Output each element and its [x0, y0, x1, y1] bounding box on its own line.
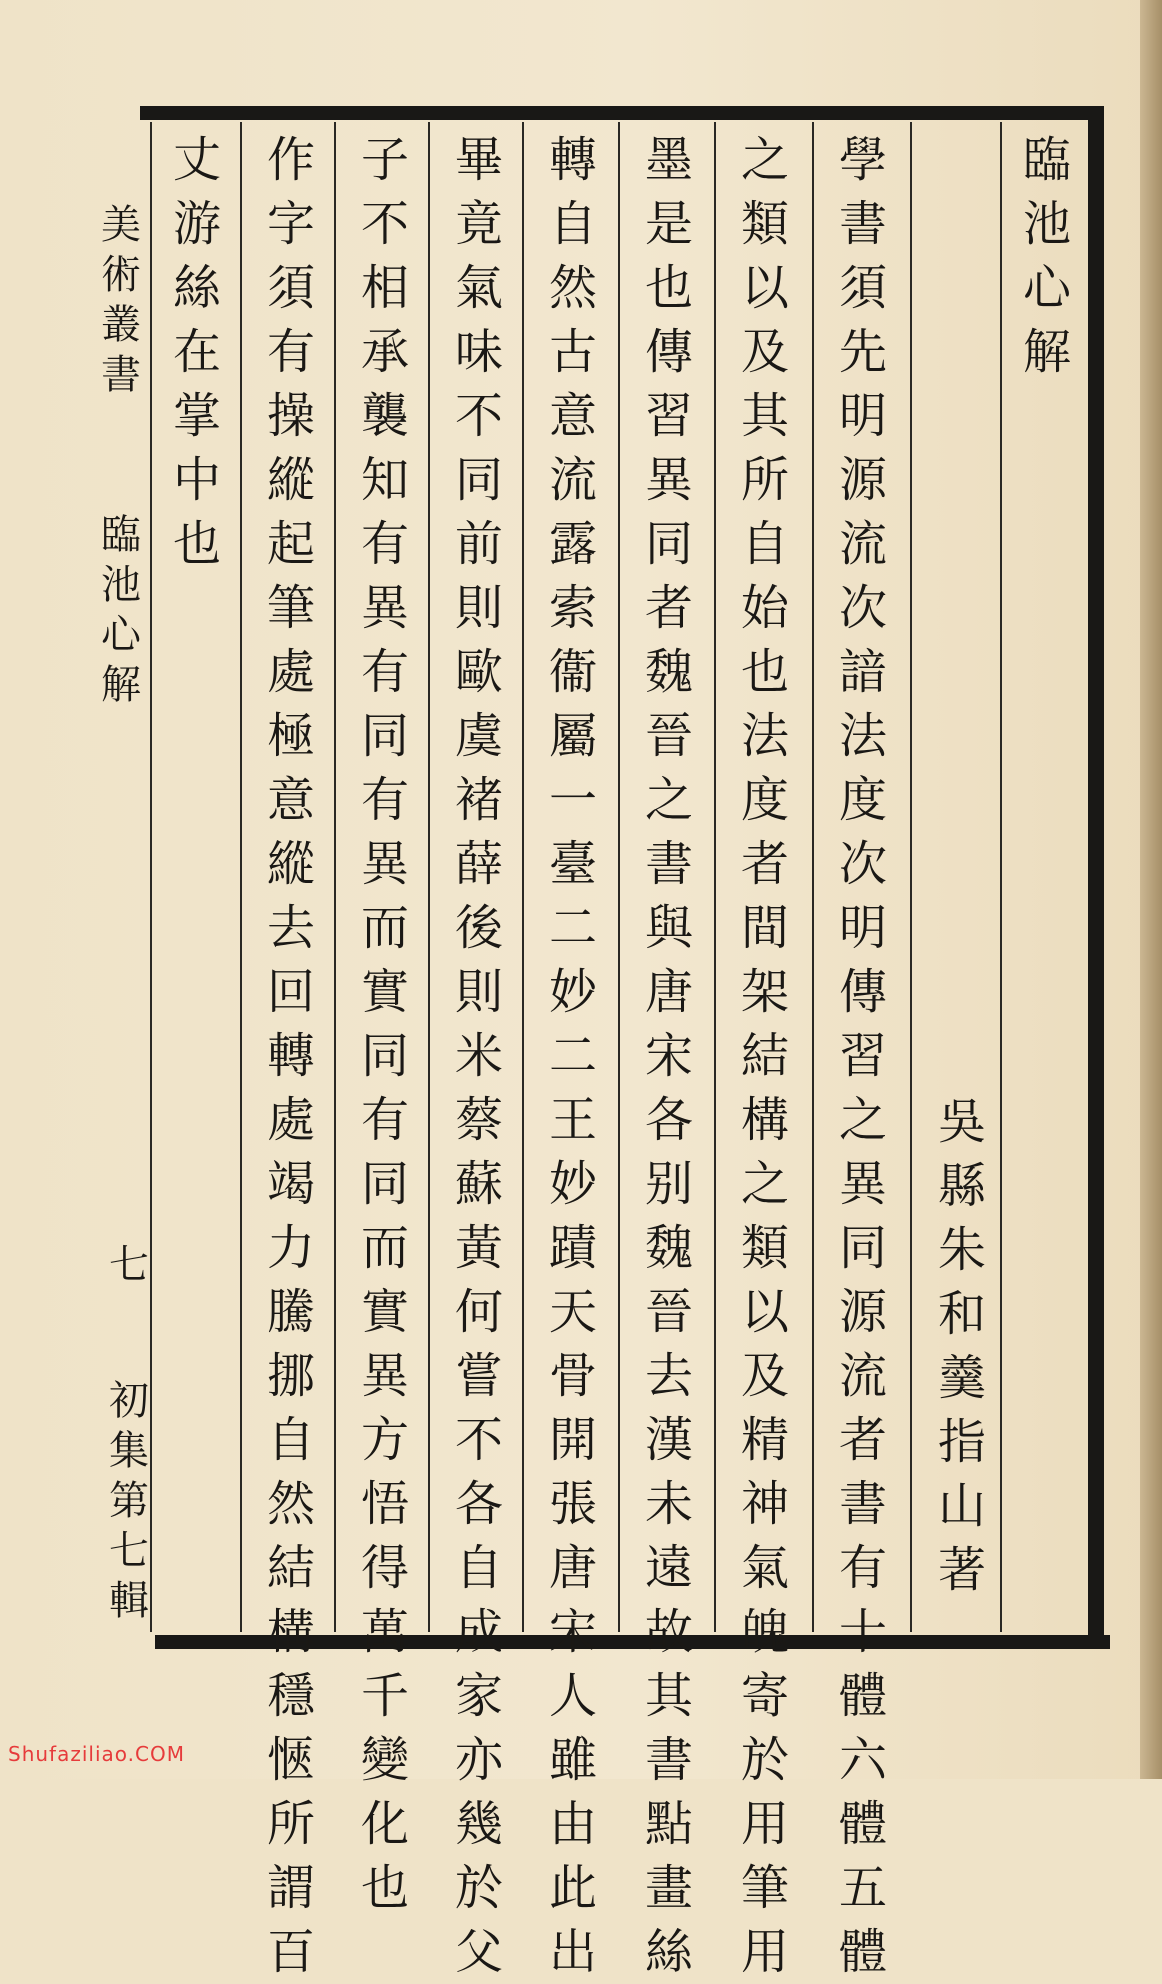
- glyph: 妙: [548, 1156, 597, 1212]
- glyph: 臨: [1022, 132, 1071, 188]
- body-text-column: [442, 128, 516, 1984]
- glyph: 用: [740, 1924, 789, 1980]
- glyph: 故: [644, 1604, 693, 1660]
- glyph: 有: [266, 324, 315, 380]
- glyph: 各: [454, 1476, 503, 1532]
- glyph: 各: [644, 1092, 693, 1148]
- glyph: 有: [838, 1540, 887, 1596]
- glyph: 轉: [266, 1028, 315, 1084]
- glyph: 回: [266, 964, 315, 1020]
- column-rule: [1000, 122, 1002, 1632]
- glyph: 筆: [740, 1860, 789, 1916]
- glyph: 用: [740, 1796, 789, 1852]
- glyph: 心: [1022, 260, 1071, 316]
- glyph: 意: [548, 388, 597, 444]
- glyph: 結: [740, 1028, 789, 1084]
- glyph: 二: [548, 1028, 597, 1084]
- glyph: 骨: [548, 1348, 597, 1404]
- glyph: 起: [266, 516, 315, 572]
- glyph: 須: [266, 260, 315, 316]
- body-text-column: [254, 128, 328, 1984]
- body-text-column: [728, 128, 802, 1984]
- glyph: 叢: [101, 302, 141, 348]
- glyph: 古: [548, 324, 597, 380]
- glyph: 及: [740, 324, 789, 380]
- glyph: 然: [266, 1476, 315, 1532]
- glyph: 精: [740, 1412, 789, 1468]
- glyph: 著: [937, 1542, 986, 1598]
- glyph: 然: [548, 260, 597, 316]
- glyph: 七: [109, 1242, 149, 1288]
- frame-right-border: [1088, 106, 1104, 1649]
- glyph: 縱: [266, 836, 315, 892]
- frame-top-border: [140, 106, 1102, 120]
- glyph: 輯: [109, 1578, 149, 1624]
- glyph: 所: [740, 452, 789, 508]
- glyph: 竟: [454, 196, 503, 252]
- glyph: 王: [548, 1092, 597, 1148]
- glyph: 二: [548, 900, 597, 956]
- glyph: 之: [838, 1092, 887, 1148]
- body-text-column: [536, 128, 610, 1984]
- glyph: 有: [360, 1092, 409, 1148]
- glyph: 於: [454, 1860, 503, 1916]
- glyph: 縣: [937, 1158, 986, 1214]
- glyph: 心: [101, 612, 141, 658]
- glyph: 源: [838, 1284, 887, 1340]
- glyph: 畢: [454, 132, 503, 188]
- glyph: 則: [454, 964, 503, 1020]
- margin-series-title: [96, 200, 146, 400]
- glyph: 次: [838, 580, 887, 636]
- glyph: 度: [838, 772, 887, 828]
- glyph: 墨: [644, 132, 693, 188]
- glyph: 構: [740, 1092, 789, 1148]
- glyph: 而: [360, 900, 409, 956]
- glyph: 挪: [266, 1348, 315, 1404]
- glyph: 相: [360, 260, 409, 316]
- glyph: 處: [266, 644, 315, 700]
- glyph: 自: [266, 1412, 315, 1468]
- glyph: 及: [740, 1348, 789, 1404]
- glyph: 穩: [266, 1668, 315, 1724]
- glyph: 異: [360, 1348, 409, 1404]
- glyph: 得: [360, 1540, 409, 1596]
- glyph: 不: [454, 388, 503, 444]
- glyph: 知: [360, 452, 409, 508]
- glyph: 異: [644, 452, 693, 508]
- glyph: 體: [838, 1796, 887, 1852]
- glyph: 不: [360, 196, 409, 252]
- glyph: 遠: [644, 1540, 693, 1596]
- glyph: 縱: [266, 452, 315, 508]
- glyph: 丈: [172, 132, 221, 188]
- glyph: 張: [548, 1476, 597, 1532]
- glyph: 以: [740, 1284, 789, 1340]
- glyph: 魄: [740, 1604, 789, 1660]
- body-text-column: [348, 128, 422, 1920]
- column-rule: [812, 122, 814, 1632]
- glyph: 此: [548, 1860, 597, 1916]
- glyph: 力: [266, 1220, 315, 1276]
- glyph: 須: [838, 260, 887, 316]
- glyph: 筆: [266, 580, 315, 636]
- glyph: 諳: [838, 644, 887, 700]
- glyph: 晉: [644, 708, 693, 764]
- glyph: 宋: [548, 1604, 597, 1660]
- glyph: 轉: [548, 132, 597, 188]
- glyph: 家: [454, 1668, 503, 1724]
- glyph: 魏: [644, 1220, 693, 1276]
- glyph: 騰: [266, 1284, 315, 1340]
- glyph: 源: [838, 452, 887, 508]
- glyph: 羹: [937, 1350, 986, 1406]
- glyph: 出: [548, 1924, 597, 1980]
- glyph: 一: [548, 772, 597, 828]
- glyph: 千: [360, 1668, 409, 1724]
- glyph: 同: [454, 452, 503, 508]
- glyph: 第: [109, 1478, 149, 1524]
- glyph: 則: [454, 580, 503, 636]
- glyph: 朱: [937, 1222, 986, 1278]
- glyph: 書: [838, 196, 887, 252]
- glyph: 池: [1022, 196, 1071, 252]
- glyph: 襲: [360, 388, 409, 444]
- margin-section-title: [96, 510, 146, 710]
- body-text-column: [826, 128, 900, 1984]
- glyph: 索: [548, 580, 597, 636]
- glyph: 中: [172, 452, 221, 508]
- column-rule: [428, 122, 430, 1632]
- glyph: 處: [266, 1092, 315, 1148]
- page-number: [104, 1240, 154, 1290]
- glyph: 黃: [454, 1220, 503, 1276]
- glyph: 同: [360, 708, 409, 764]
- glyph: 者: [644, 580, 693, 636]
- glyph: 體: [838, 1924, 887, 1980]
- glyph: 和: [937, 1286, 986, 1342]
- glyph: 也: [740, 644, 789, 700]
- glyph: 者: [838, 1412, 887, 1468]
- glyph: 有: [360, 516, 409, 572]
- glyph: 自: [740, 516, 789, 572]
- glyph: 解: [101, 662, 141, 708]
- glyph: 味: [454, 324, 503, 380]
- column-rule: [714, 122, 716, 1632]
- glyph: 與: [644, 900, 693, 956]
- column-rule: [910, 122, 912, 1632]
- glyph: 度: [740, 772, 789, 828]
- glyph: 百: [266, 1924, 315, 1980]
- glyph: 寄: [740, 1668, 789, 1724]
- glyph: 也: [172, 516, 221, 572]
- glyph: 書: [101, 352, 141, 398]
- glyph: 同: [360, 1156, 409, 1212]
- column-rule: [334, 122, 336, 1632]
- glyph: 亦: [454, 1732, 503, 1788]
- glyph: 解: [1022, 324, 1071, 380]
- glyph: 蘇: [454, 1156, 503, 1212]
- glyph: 由: [548, 1796, 597, 1852]
- glyph: 類: [740, 196, 789, 252]
- glyph: 吳: [937, 1094, 986, 1150]
- glyph: 明: [838, 388, 887, 444]
- glyph: 萬: [360, 1604, 409, 1660]
- glyph: 魏: [644, 644, 693, 700]
- author-line: [925, 1090, 999, 1602]
- glyph: 書: [838, 1476, 887, 1532]
- body-text-column: [632, 128, 706, 1984]
- glyph: 操: [266, 388, 315, 444]
- column-rule: [618, 122, 620, 1632]
- glyph: 神: [740, 1476, 789, 1532]
- glyph: 氣: [454, 260, 503, 316]
- glyph: 天: [548, 1284, 597, 1340]
- glyph: 宋: [644, 1028, 693, 1084]
- page-title: [1010, 128, 1084, 384]
- body-text-column: [160, 128, 234, 576]
- glyph: 自: [454, 1540, 503, 1596]
- glyph: 妙: [548, 964, 597, 1020]
- glyph: 同: [360, 1028, 409, 1084]
- glyph: 先: [838, 324, 887, 380]
- glyph: 子: [360, 132, 409, 188]
- glyph: 於: [740, 1732, 789, 1788]
- glyph: 絲: [172, 260, 221, 316]
- glyph: 之: [644, 772, 693, 828]
- glyph: 體: [838, 1668, 887, 1724]
- glyph: 人: [548, 1668, 597, 1724]
- glyph: 法: [838, 708, 887, 764]
- glyph: 屬: [548, 708, 597, 764]
- glyph: 嘗: [454, 1348, 503, 1404]
- glyph: 而: [360, 1220, 409, 1276]
- glyph: 虞: [454, 708, 503, 764]
- glyph: 也: [644, 260, 693, 316]
- glyph: 字: [266, 196, 315, 252]
- glyph: 變: [360, 1732, 409, 1788]
- glyph: 别: [644, 1156, 693, 1212]
- glyph: 流: [838, 516, 887, 572]
- glyph: 其: [740, 388, 789, 444]
- glyph: 前: [454, 516, 503, 572]
- glyph: 未: [644, 1476, 693, 1532]
- glyph: 傳: [838, 964, 887, 1020]
- glyph: 實: [360, 1284, 409, 1340]
- glyph: 蔡: [454, 1092, 503, 1148]
- glyph: 其: [644, 1668, 693, 1724]
- glyph: 意: [266, 772, 315, 828]
- glyph: 五: [838, 1860, 887, 1916]
- glyph: 父: [454, 1924, 503, 1980]
- glyph: 在: [172, 324, 221, 380]
- glyph: 承: [360, 324, 409, 380]
- glyph: 後: [454, 900, 503, 956]
- glyph: 同: [644, 516, 693, 572]
- glyph: 習: [838, 1028, 887, 1084]
- glyph: 之: [740, 132, 789, 188]
- glyph: 術: [101, 252, 141, 298]
- glyph: 漢: [644, 1412, 693, 1468]
- column-rule: [240, 122, 242, 1632]
- glyph: 游: [172, 196, 221, 252]
- glyph: 氣: [740, 1540, 789, 1596]
- glyph: 有: [360, 772, 409, 828]
- glyph: 何: [454, 1284, 503, 1340]
- glyph: 池: [101, 562, 141, 608]
- watermark-text: Shufaziliao.COM: [8, 1742, 185, 1766]
- glyph: 山: [937, 1478, 986, 1534]
- glyph: 不: [454, 1412, 503, 1468]
- glyph: 同: [838, 1220, 887, 1276]
- column-rule: [522, 122, 524, 1632]
- glyph: 七: [109, 1528, 149, 1574]
- glyph: 畫: [644, 1860, 693, 1916]
- glyph: 化: [360, 1796, 409, 1852]
- glyph: 唐: [548, 1540, 597, 1596]
- glyph: 幾: [454, 1796, 503, 1852]
- glyph: 學: [838, 132, 887, 188]
- glyph: 異: [360, 836, 409, 892]
- glyph: 掌: [172, 388, 221, 444]
- margin-collection: [104, 1376, 154, 1626]
- glyph: 薛: [454, 836, 503, 892]
- glyph: 愜: [266, 1732, 315, 1788]
- glyph: 方: [360, 1412, 409, 1468]
- glyph: 傳: [644, 324, 693, 380]
- glyph: 構: [266, 1604, 315, 1660]
- glyph: 衞: [548, 644, 597, 700]
- glyph: 去: [266, 900, 315, 956]
- glyph: 也: [360, 1860, 409, 1916]
- glyph: 實: [360, 964, 409, 1020]
- glyph: 自: [548, 196, 597, 252]
- glyph: 集: [109, 1428, 149, 1474]
- glyph: 褚: [454, 772, 503, 828]
- glyph: 去: [644, 1348, 693, 1404]
- glyph: 竭: [266, 1156, 315, 1212]
- glyph: 雖: [548, 1732, 597, 1788]
- glyph: 開: [548, 1412, 597, 1468]
- glyph: 點: [644, 1796, 693, 1852]
- book-spine-edge: [1140, 0, 1162, 1779]
- glyph: 異: [360, 580, 409, 636]
- glyph: 流: [548, 452, 597, 508]
- glyph: 絲: [644, 1924, 693, 1980]
- glyph: 十: [838, 1604, 887, 1660]
- glyph: 初: [109, 1378, 149, 1424]
- glyph: 書: [644, 1732, 693, 1788]
- glyph: 是: [644, 196, 693, 252]
- glyph: 類: [740, 1220, 789, 1276]
- glyph: 間: [740, 900, 789, 956]
- glyph: 架: [740, 964, 789, 1020]
- glyph: 歐: [454, 644, 503, 700]
- glyph: 唐: [644, 964, 693, 1020]
- glyph: 之: [740, 1156, 789, 1212]
- glyph: 米: [454, 1028, 503, 1084]
- glyph: 始: [740, 580, 789, 636]
- glyph: 法: [740, 708, 789, 764]
- glyph: 美: [101, 202, 141, 248]
- glyph: 悟: [360, 1476, 409, 1532]
- glyph: 指: [937, 1414, 986, 1470]
- glyph: 習: [644, 388, 693, 444]
- glyph: 書: [644, 836, 693, 892]
- glyph: 次: [838, 836, 887, 892]
- glyph: 成: [454, 1604, 503, 1660]
- glyph: 結: [266, 1540, 315, 1596]
- glyph: 異: [838, 1156, 887, 1212]
- glyph: 極: [266, 708, 315, 764]
- glyph: 謂: [266, 1860, 315, 1916]
- glyph: 流: [838, 1348, 887, 1404]
- glyph: 作: [266, 132, 315, 188]
- glyph: 所: [266, 1796, 315, 1852]
- glyph: 晉: [644, 1284, 693, 1340]
- glyph: 蹟: [548, 1220, 597, 1276]
- glyph: 明: [838, 900, 887, 956]
- glyph: 露: [548, 516, 597, 572]
- glyph: 以: [740, 260, 789, 316]
- glyph: 臺: [548, 836, 597, 892]
- glyph: 有: [360, 644, 409, 700]
- glyph: 六: [838, 1732, 887, 1788]
- glyph: 者: [740, 836, 789, 892]
- glyph: 臨: [101, 512, 141, 558]
